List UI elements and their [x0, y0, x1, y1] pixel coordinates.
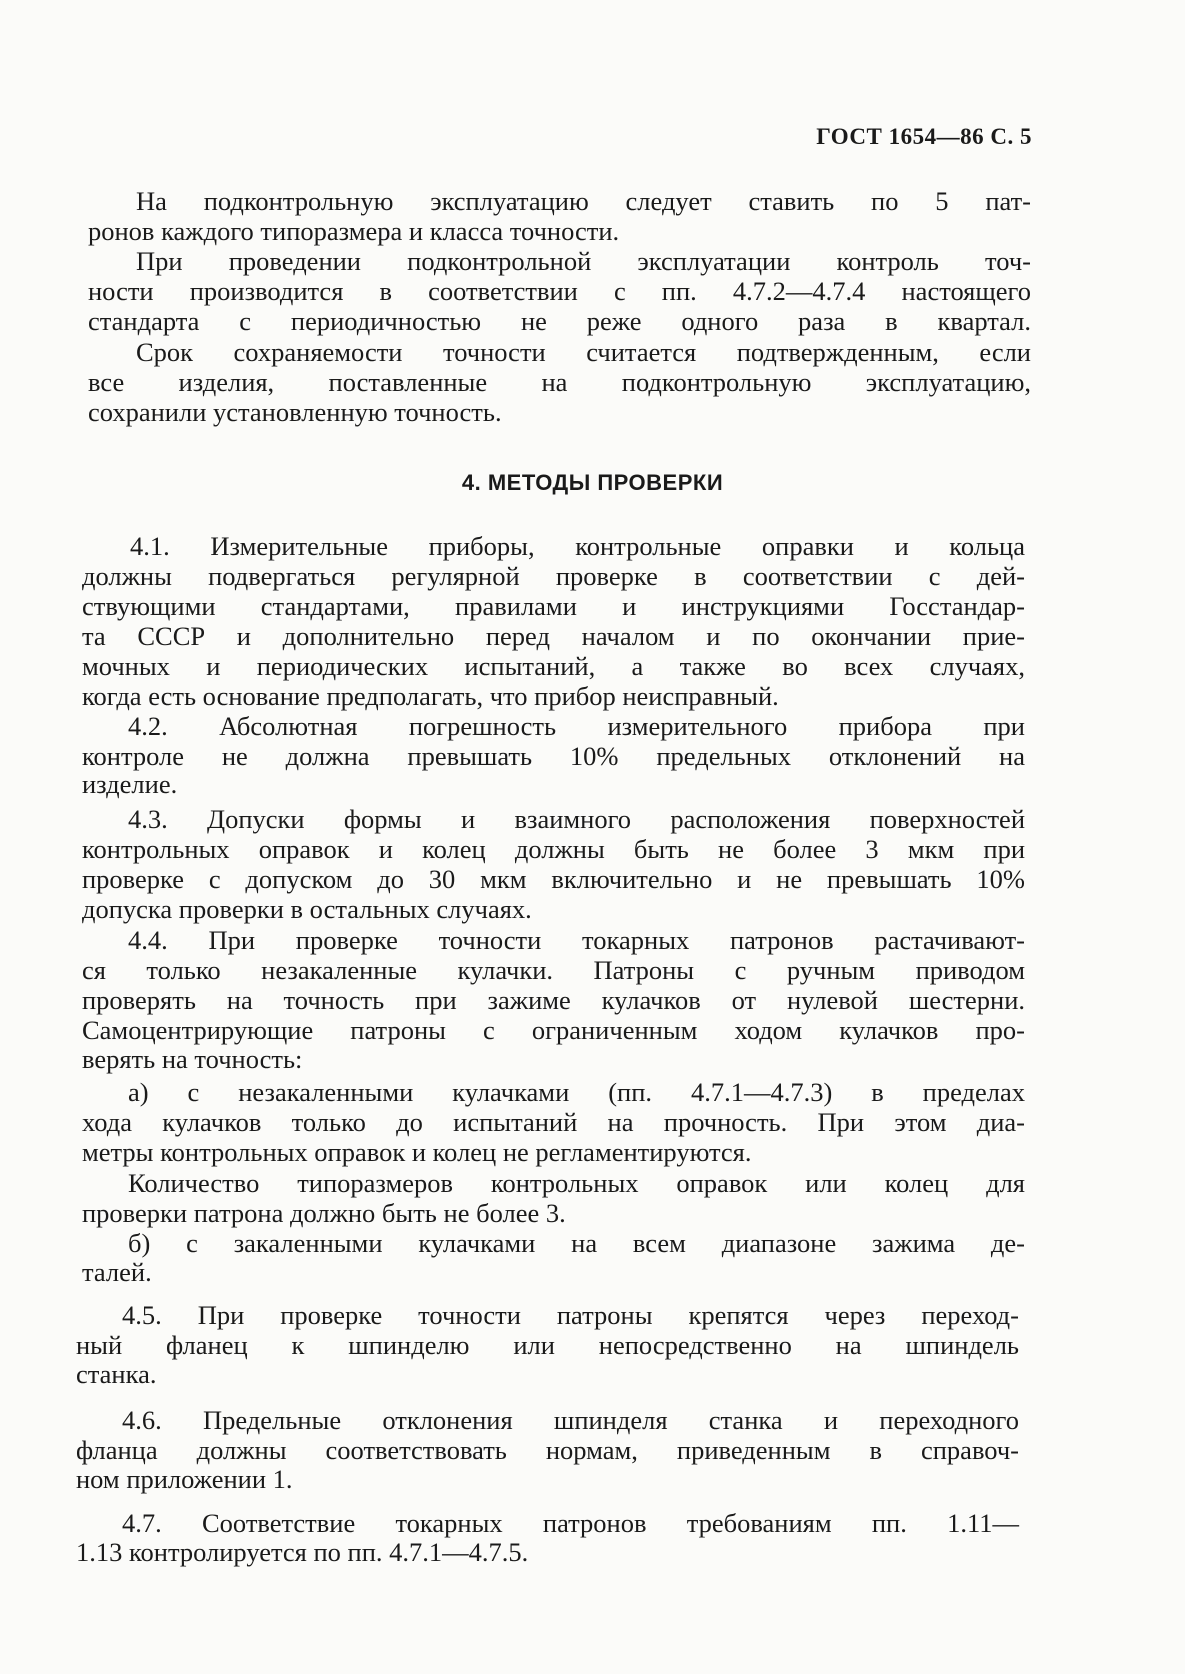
text-line: При проведении подконтрольной эксплуатации контроль точ-: [136, 246, 1031, 276]
text-line: ся только незакаленные кулачки. Патроны с ручным приводом: [82, 955, 1025, 985]
text-line: талей.: [82, 1257, 152, 1287]
text-line: когда есть основание предполагать, что прибор неисправный.: [82, 681, 779, 711]
text-line: проверять на точность при зажиме кулачков от нулевой шестерни.: [82, 985, 1025, 1015]
text-line: та СССР и дополнительно перед началом и по окончании прие-: [82, 621, 1025, 651]
text-line: 4.7. Соответствие токарных патронов требованиям пп. 1.11—: [122, 1508, 1019, 1538]
text-line: ствующими стандартами, правилами и инструкциями Госстандар-: [82, 591, 1025, 621]
text-line: проверки патрона должно быть не более 3.: [82, 1198, 566, 1228]
text-line: 4.6. Предельные отклонения шпинделя станка и переходного: [122, 1405, 1019, 1435]
text-line: 4.1. Измерительные приборы, контрольные оправки и кольца: [130, 531, 1025, 561]
text-line: Самоцентрирующие патроны с ограниченным ходом кулачков про-: [82, 1015, 1025, 1045]
text-line: должны подвергаться регулярной проверке в соответствии с дей-: [82, 561, 1025, 591]
text-line: 4.4. При проверке точности токарных патронов растачивают-: [128, 925, 1025, 955]
text-line: мочных и периодических испытаний, а также во всех случаях,: [82, 651, 1025, 681]
text-line: допуска проверки в остальных случаях.: [82, 894, 532, 924]
text-line: ности производится в соответствии с пп. 4.7.2—4.7.4 настоящего: [88, 276, 1031, 306]
text-line: 4.2. Абсолютная погрешность измерительного прибора при: [128, 711, 1025, 741]
text-line: станка.: [76, 1359, 157, 1389]
text-line: а) с незакаленными кулачками (пп. 4.7.1—4.7.3) в пределах: [128, 1077, 1025, 1107]
text-line: изделие.: [82, 769, 178, 799]
text-line: контроле не должна превышать 10% предельных отклонений на: [82, 741, 1025, 771]
text-line: контрольных оправок и колец должны быть не более 3 мкм при: [82, 834, 1025, 864]
section-heading: 4. МЕТОДЫ ПРОВЕРКИ: [461, 470, 724, 495]
text-line: б) с закаленными кулачками на всем диапазоне зажима де-: [128, 1228, 1025, 1258]
text-line: сохранили установленную точность.: [88, 397, 502, 427]
text-line: 4.5. При проверке точности патроны крепятся через переход-: [122, 1300, 1019, 1330]
text-line: верять на точность:: [82, 1044, 303, 1074]
text-line: 1.13 контролируется по пп. 4.7.1—4.7.5.: [76, 1537, 529, 1567]
text-line: На подконтрольную эксплуатацию следует ставить по 5 пат-: [136, 186, 1031, 216]
text-line: все изделия, поставленные на подконтрольную эксплуатацию,: [88, 367, 1031, 397]
text-line: ный фланец к шпинделю или непосредственно на шпиндель: [76, 1330, 1019, 1360]
text-line: Срок сохраняемости точности считается подтвержденным, если: [136, 337, 1031, 367]
text-line: проверке с допуском до 30 мкм включительно и не превышать 10%: [82, 864, 1025, 894]
text-line: 4.3. Допуски формы и взаимного расположения поверхностей: [128, 804, 1025, 834]
text-line: ронов каждого типоразмера и класса точности.: [88, 216, 620, 246]
running-head: ГОСТ 1654—86 С. 5: [816, 124, 1032, 149]
text-line: ном приложении 1.: [76, 1464, 293, 1494]
text-line: фланца должны соответствовать нормам, приведенным в справоч-: [76, 1435, 1019, 1465]
text-line: стандарта с периодичностью не реже одного раза в квартал.: [88, 306, 1031, 336]
text-line: метры контрольных оправок и колец не регламентируются.: [82, 1137, 752, 1167]
text-line: хода кулачков только до испытаний на прочность. При этом диа-: [82, 1107, 1025, 1137]
text-line: Количество типоразмеров контрольных оправок или колец для: [128, 1168, 1025, 1198]
